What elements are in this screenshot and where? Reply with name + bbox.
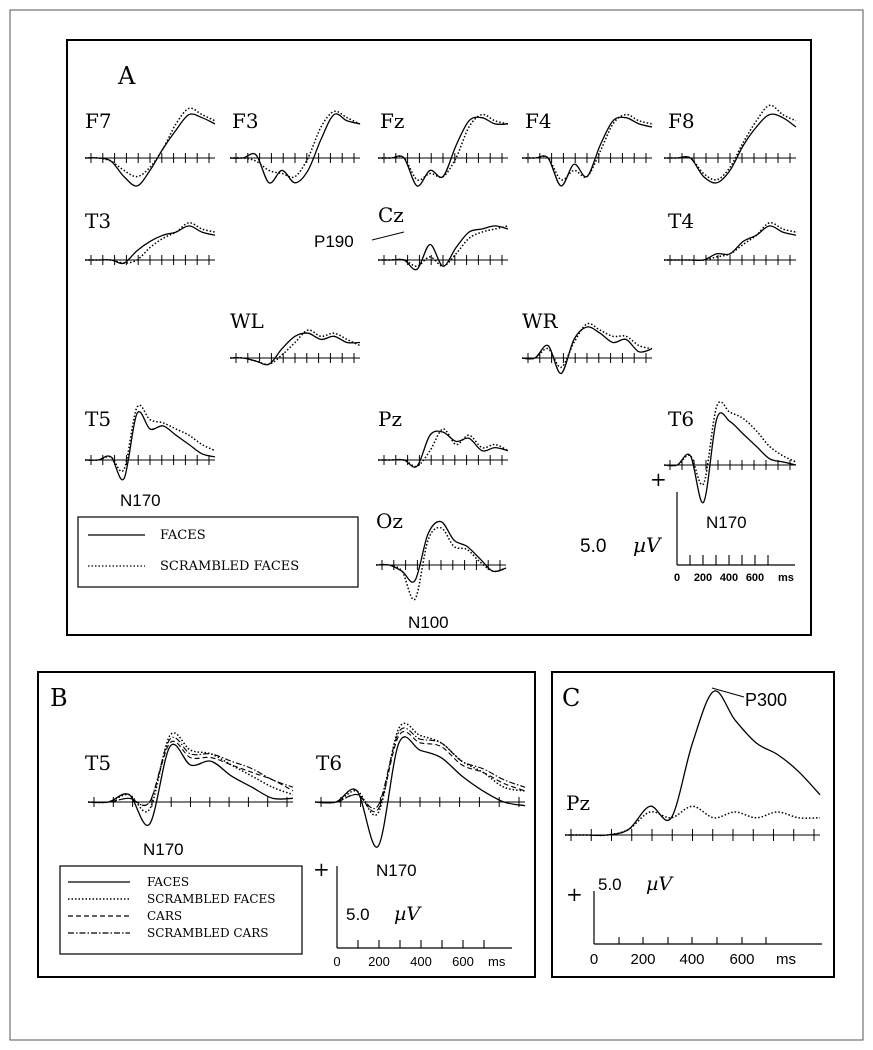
panel-b-t5-cars-line — [88, 741, 293, 805]
electrode-label-f4: F4 — [525, 109, 552, 133]
scale-a-amplitude: 5.0 — [580, 536, 607, 557]
legend-b-faces-label: FACES — [147, 875, 190, 889]
electrode-label-t6: T6 — [668, 407, 695, 431]
electrode-label-c-pz: Pz — [566, 791, 590, 815]
electrode-label-t5: T5 — [85, 407, 112, 431]
electrode-label-t3: T3 — [85, 209, 112, 233]
panel-a-wr-faces-line — [522, 327, 652, 374]
scale-b-tick-label-400: 400 — [410, 954, 432, 969]
panel-b-frame — [38, 672, 535, 977]
panel-b-t6-faces-line — [315, 737, 525, 847]
annotation-b-n170-t5: N170 — [143, 840, 184, 859]
electrode-label-fz: Fz — [380, 109, 405, 133]
scale-b-tick-label-600: 600 — [452, 954, 474, 969]
electrode-label-f7: F7 — [85, 109, 112, 133]
scale-b-tick-label-0: 0 — [333, 954, 341, 969]
scale-b-amplitude: 5.0 — [346, 905, 370, 924]
scale-a-tick-label-200: 200 — [693, 572, 713, 584]
legend-a-scrambled-label: SCRAMBLED FACES — [160, 559, 300, 574]
annotation-p300-pointer — [712, 688, 744, 697]
electrode-label-t4: T4 — [668, 209, 695, 233]
panel-c-label: C — [562, 684, 581, 712]
electrode-label-b-t6: T6 — [316, 751, 343, 775]
panel-b-t5-scrambled-cars-line — [88, 737, 293, 805]
electrode-label-f8: F8 — [668, 109, 695, 133]
scale-c-unit: µV — [646, 873, 673, 895]
electrode-label-f3: F3 — [232, 109, 259, 133]
annotation-p300: P300 — [745, 690, 788, 710]
panel-c-pz-faces-line — [565, 691, 820, 836]
panel-b-label: B — [50, 684, 68, 712]
scale-c-ms: ms — [776, 951, 796, 968]
electrode-label-wl: WL — [230, 309, 264, 333]
scale-c-amplitude: 5.0 — [598, 875, 622, 894]
scale-b-tick-label-200: 200 — [368, 954, 390, 969]
annotation-p190-pointer — [372, 232, 404, 240]
annotation-n170-t5: N170 — [120, 491, 161, 510]
waveform-plots — [85, 105, 820, 847]
scale-c-tick-label-0: 0 — [589, 951, 599, 968]
scale-b-ms: ms — [488, 954, 506, 969]
annotation-b-n170-t6: N170 — [376, 861, 417, 880]
panel-a-frame — [67, 40, 811, 635]
scale-c-tick-label-600: 600 — [729, 951, 755, 968]
scale-c-tick-label-400: 400 — [679, 951, 705, 968]
annotation-p190: P190 — [314, 232, 354, 251]
legend-b-cars-label: CARS — [147, 909, 183, 923]
legend-a-faces-label: FACES — [160, 528, 206, 543]
annotation-n170-t6: N170 — [706, 513, 747, 532]
legend-b-scrambled-faces-label: SCRAMBLED FACES — [147, 892, 276, 906]
scale-a-tick-label-0: 0 — [673, 572, 681, 584]
scale-a-plus: + — [650, 467, 667, 491]
panel-b-t5-faces-line — [88, 744, 293, 825]
legend-b-scrambled-cars-label: SCRAMBLED CARS — [147, 926, 269, 940]
scale-c-plus: + — [566, 882, 583, 906]
scale-a-unit: µV — [633, 533, 661, 557]
electrode-label-b-t5: T5 — [85, 751, 112, 775]
panel-a-label: A — [118, 62, 136, 90]
electrode-label-pz: Pz — [378, 407, 402, 431]
scale-c-tick-label-200: 200 — [630, 951, 656, 968]
scale-a-tick-label-600: 600 — [745, 572, 765, 584]
scale-a-ms: ms — [778, 572, 794, 584]
electrode-label-oz: Oz — [376, 509, 403, 533]
legend-a-box — [78, 517, 358, 587]
electrode-label-wr: WR — [522, 309, 558, 333]
scale-a-tick-label-400: 400 — [719, 572, 739, 584]
scale-b-plus: + — [313, 857, 330, 881]
annotation-n100: N100 — [408, 613, 449, 632]
electrode-label-cz: Cz — [378, 203, 404, 227]
scale-b-unit: µV — [394, 903, 421, 925]
